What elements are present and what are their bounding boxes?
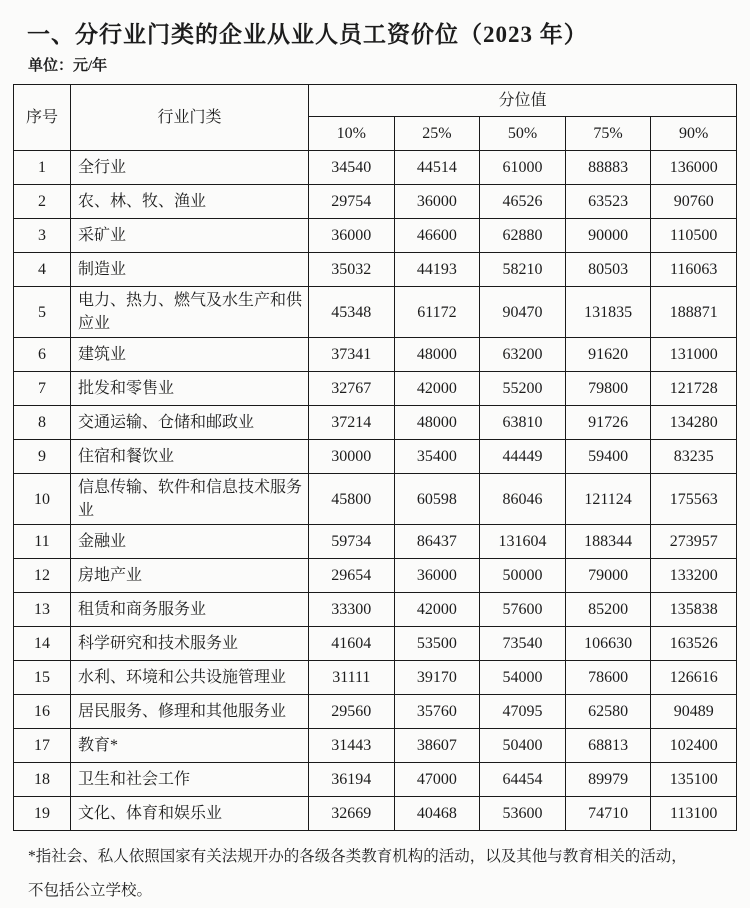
row-value-90: 135838 [651,593,737,627]
header-seq: 序号 [14,85,71,151]
row-seq: 17 [14,729,71,763]
row-industry: 采矿业 [71,219,309,253]
row-industry: 文化、体育和娱乐业 [71,797,309,831]
row-value-90: 273957 [651,525,737,559]
row-seq: 14 [14,627,71,661]
row-value-25: 36000 [394,559,480,593]
row-value-90: 134280 [651,406,737,440]
table-row [14,559,737,593]
table-row [14,661,737,695]
row-value-25: 53500 [394,627,480,661]
row-value-90: 90760 [651,185,737,219]
row-value-90: 113100 [651,797,737,831]
header-industry: 行业门类 [71,85,309,151]
row-seq: 13 [14,593,71,627]
row-seq: 4 [14,253,71,287]
row-industry: 农、林、牧、渔业 [71,185,309,219]
header-percentile-group: 分位值 [309,85,737,117]
row-value-25: 40468 [394,797,480,831]
table-row [14,797,737,831]
row-value-90: 126616 [651,661,737,695]
row-value-75: 121124 [565,474,651,525]
row-value-25: 47000 [394,763,480,797]
row-value-50: 61000 [480,151,566,185]
row-industry: 租赁和商务服务业 [71,593,309,627]
row-seq: 18 [14,763,71,797]
row-industry: 住宿和餐饮业 [71,440,309,474]
row-value-90: 175563 [651,474,737,525]
table-row [14,729,737,763]
row-value-50: 64454 [480,763,566,797]
row-seq: 2 [14,185,71,219]
unit-label: 单位：元/年 [28,58,108,74]
row-value-75: 91620 [565,338,651,372]
header-p25: 25% [394,117,480,151]
row-seq: 8 [14,406,71,440]
row-value-10: 32669 [309,797,395,831]
row-value-10: 45348 [309,287,395,338]
row-value-25: 35400 [394,440,480,474]
row-industry: 电力、热力、燃气及水生产和供应业 [71,287,309,338]
row-value-25: 46600 [394,219,480,253]
row-industry: 交通运输、仓储和邮政业 [71,406,309,440]
row-seq: 10 [14,474,71,525]
row-seq: 1 [14,151,71,185]
table-row [14,219,737,253]
row-value-25: 42000 [394,372,480,406]
row-seq: 7 [14,372,71,406]
row-industry: 制造业 [71,253,309,287]
footnote-line-1: *指社会、私人依照国家有关法规开办的各级各类教育机构的活动，以及其他与教育相关的活动， [28,848,687,865]
row-industry: 卫生和社会工作 [71,763,309,797]
row-seq: 3 [14,219,71,253]
row-value-90: 90489 [651,695,737,729]
table-row [14,151,737,185]
row-value-25: 38607 [394,729,480,763]
row-value-90: 102400 [651,729,737,763]
row-industry: 科学研究和技术服务业 [71,627,309,661]
row-seq: 11 [14,525,71,559]
row-value-75: 106630 [565,627,651,661]
row-value-50: 62880 [480,219,566,253]
row-value-75: 68813 [565,729,651,763]
row-value-10: 45800 [309,474,395,525]
row-value-50: 55200 [480,372,566,406]
row-value-50: 46526 [480,185,566,219]
row-industry: 教育* [71,729,309,763]
row-value-10: 59734 [309,525,395,559]
row-value-10: 29560 [309,695,395,729]
row-value-75: 131835 [565,287,651,338]
row-value-50: 47095 [480,695,566,729]
row-value-50: 57600 [480,593,566,627]
row-industry: 信息传输、软件和信息技术服务业 [71,474,309,525]
row-value-25: 44193 [394,253,480,287]
table-row [14,185,737,219]
row-value-25: 86437 [394,525,480,559]
row-value-90: 133200 [651,559,737,593]
header-p75: 75% [565,117,651,151]
row-value-90: 83235 [651,440,737,474]
row-value-10: 32767 [309,372,395,406]
footnote [28,840,737,908]
table-row [14,253,737,287]
row-industry: 居民服务、修理和其他服务业 [71,695,309,729]
table-row [14,627,737,661]
row-value-90: 121728 [651,372,737,406]
table-row [14,525,737,559]
table-row [14,338,737,372]
wage-percentile-table [13,84,737,831]
row-value-75: 78600 [565,661,651,695]
row-value-75: 62580 [565,695,651,729]
row-industry: 全行业 [71,151,309,185]
row-value-10: 37214 [309,406,395,440]
row-value-10: 41604 [309,627,395,661]
row-value-50: 86046 [480,474,566,525]
page-title: 一、分行业门类的企业从业人员工资价位（2023 年） [27,22,588,47]
row-seq: 5 [14,287,71,338]
row-value-50: 63810 [480,406,566,440]
row-value-10: 30000 [309,440,395,474]
table-row [14,406,737,440]
row-value-50: 54000 [480,661,566,695]
row-value-90: 188871 [651,287,737,338]
row-value-10: 36000 [309,219,395,253]
row-value-10: 31111 [309,661,395,695]
row-value-25: 35760 [394,695,480,729]
row-industry: 金融业 [71,525,309,559]
row-value-75: 89979 [565,763,651,797]
row-value-50: 131604 [480,525,566,559]
row-value-75: 85200 [565,593,651,627]
row-seq: 9 [14,440,71,474]
row-value-25: 48000 [394,406,480,440]
row-value-10: 35032 [309,253,395,287]
row-value-50: 50400 [480,729,566,763]
row-seq: 16 [14,695,71,729]
row-value-10: 29754 [309,185,395,219]
row-value-90: 116063 [651,253,737,287]
row-value-75: 90000 [565,219,651,253]
row-value-75: 88883 [565,151,651,185]
row-value-25: 42000 [394,593,480,627]
row-industry: 水利、环境和公共设施管理业 [71,661,309,695]
table-row [14,763,737,797]
row-value-75: 79800 [565,372,651,406]
row-value-90: 110500 [651,219,737,253]
table-row [14,695,737,729]
row-value-75: 74710 [565,797,651,831]
row-seq: 19 [14,797,71,831]
row-value-50: 90470 [480,287,566,338]
row-value-50: 58210 [480,253,566,287]
row-seq: 15 [14,661,71,695]
table-row [14,474,737,525]
row-value-25: 48000 [394,338,480,372]
row-seq: 6 [14,338,71,372]
row-value-75: 79000 [565,559,651,593]
row-industry: 建筑业 [71,338,309,372]
row-value-25: 36000 [394,185,480,219]
row-value-90: 163526 [651,627,737,661]
row-value-25: 61172 [394,287,480,338]
row-value-50: 73540 [480,627,566,661]
table-row [14,440,737,474]
table-row [14,287,737,338]
table-row [14,593,737,627]
row-value-10: 36194 [309,763,395,797]
row-value-75: 188344 [565,525,651,559]
table-row [14,372,737,406]
header-p10: 10% [309,117,395,151]
row-industry: 批发和零售业 [71,372,309,406]
row-value-10: 33300 [309,593,395,627]
row-value-25: 60598 [394,474,480,525]
row-value-75: 63523 [565,185,651,219]
row-value-75: 59400 [565,440,651,474]
row-value-10: 34540 [309,151,395,185]
row-value-10: 31443 [309,729,395,763]
row-value-50: 63200 [480,338,566,372]
row-value-25: 39170 [394,661,480,695]
row-value-90: 131000 [651,338,737,372]
row-value-90: 135100 [651,763,737,797]
table-body [14,151,737,831]
row-value-50: 53600 [480,797,566,831]
header-p90: 90% [651,117,737,151]
row-value-10: 37341 [309,338,395,372]
row-industry: 房地产业 [71,559,309,593]
row-value-50: 50000 [480,559,566,593]
table-header [14,85,737,151]
row-value-75: 91726 [565,406,651,440]
row-value-10: 29654 [309,559,395,593]
row-value-50: 44449 [480,440,566,474]
row-value-25: 44514 [394,151,480,185]
header-p50: 50% [480,117,566,151]
row-value-75: 80503 [565,253,651,287]
footnote-line-2: 不包括公立学校。 [28,882,153,899]
row-value-90: 136000 [651,151,737,185]
row-seq: 12 [14,559,71,593]
